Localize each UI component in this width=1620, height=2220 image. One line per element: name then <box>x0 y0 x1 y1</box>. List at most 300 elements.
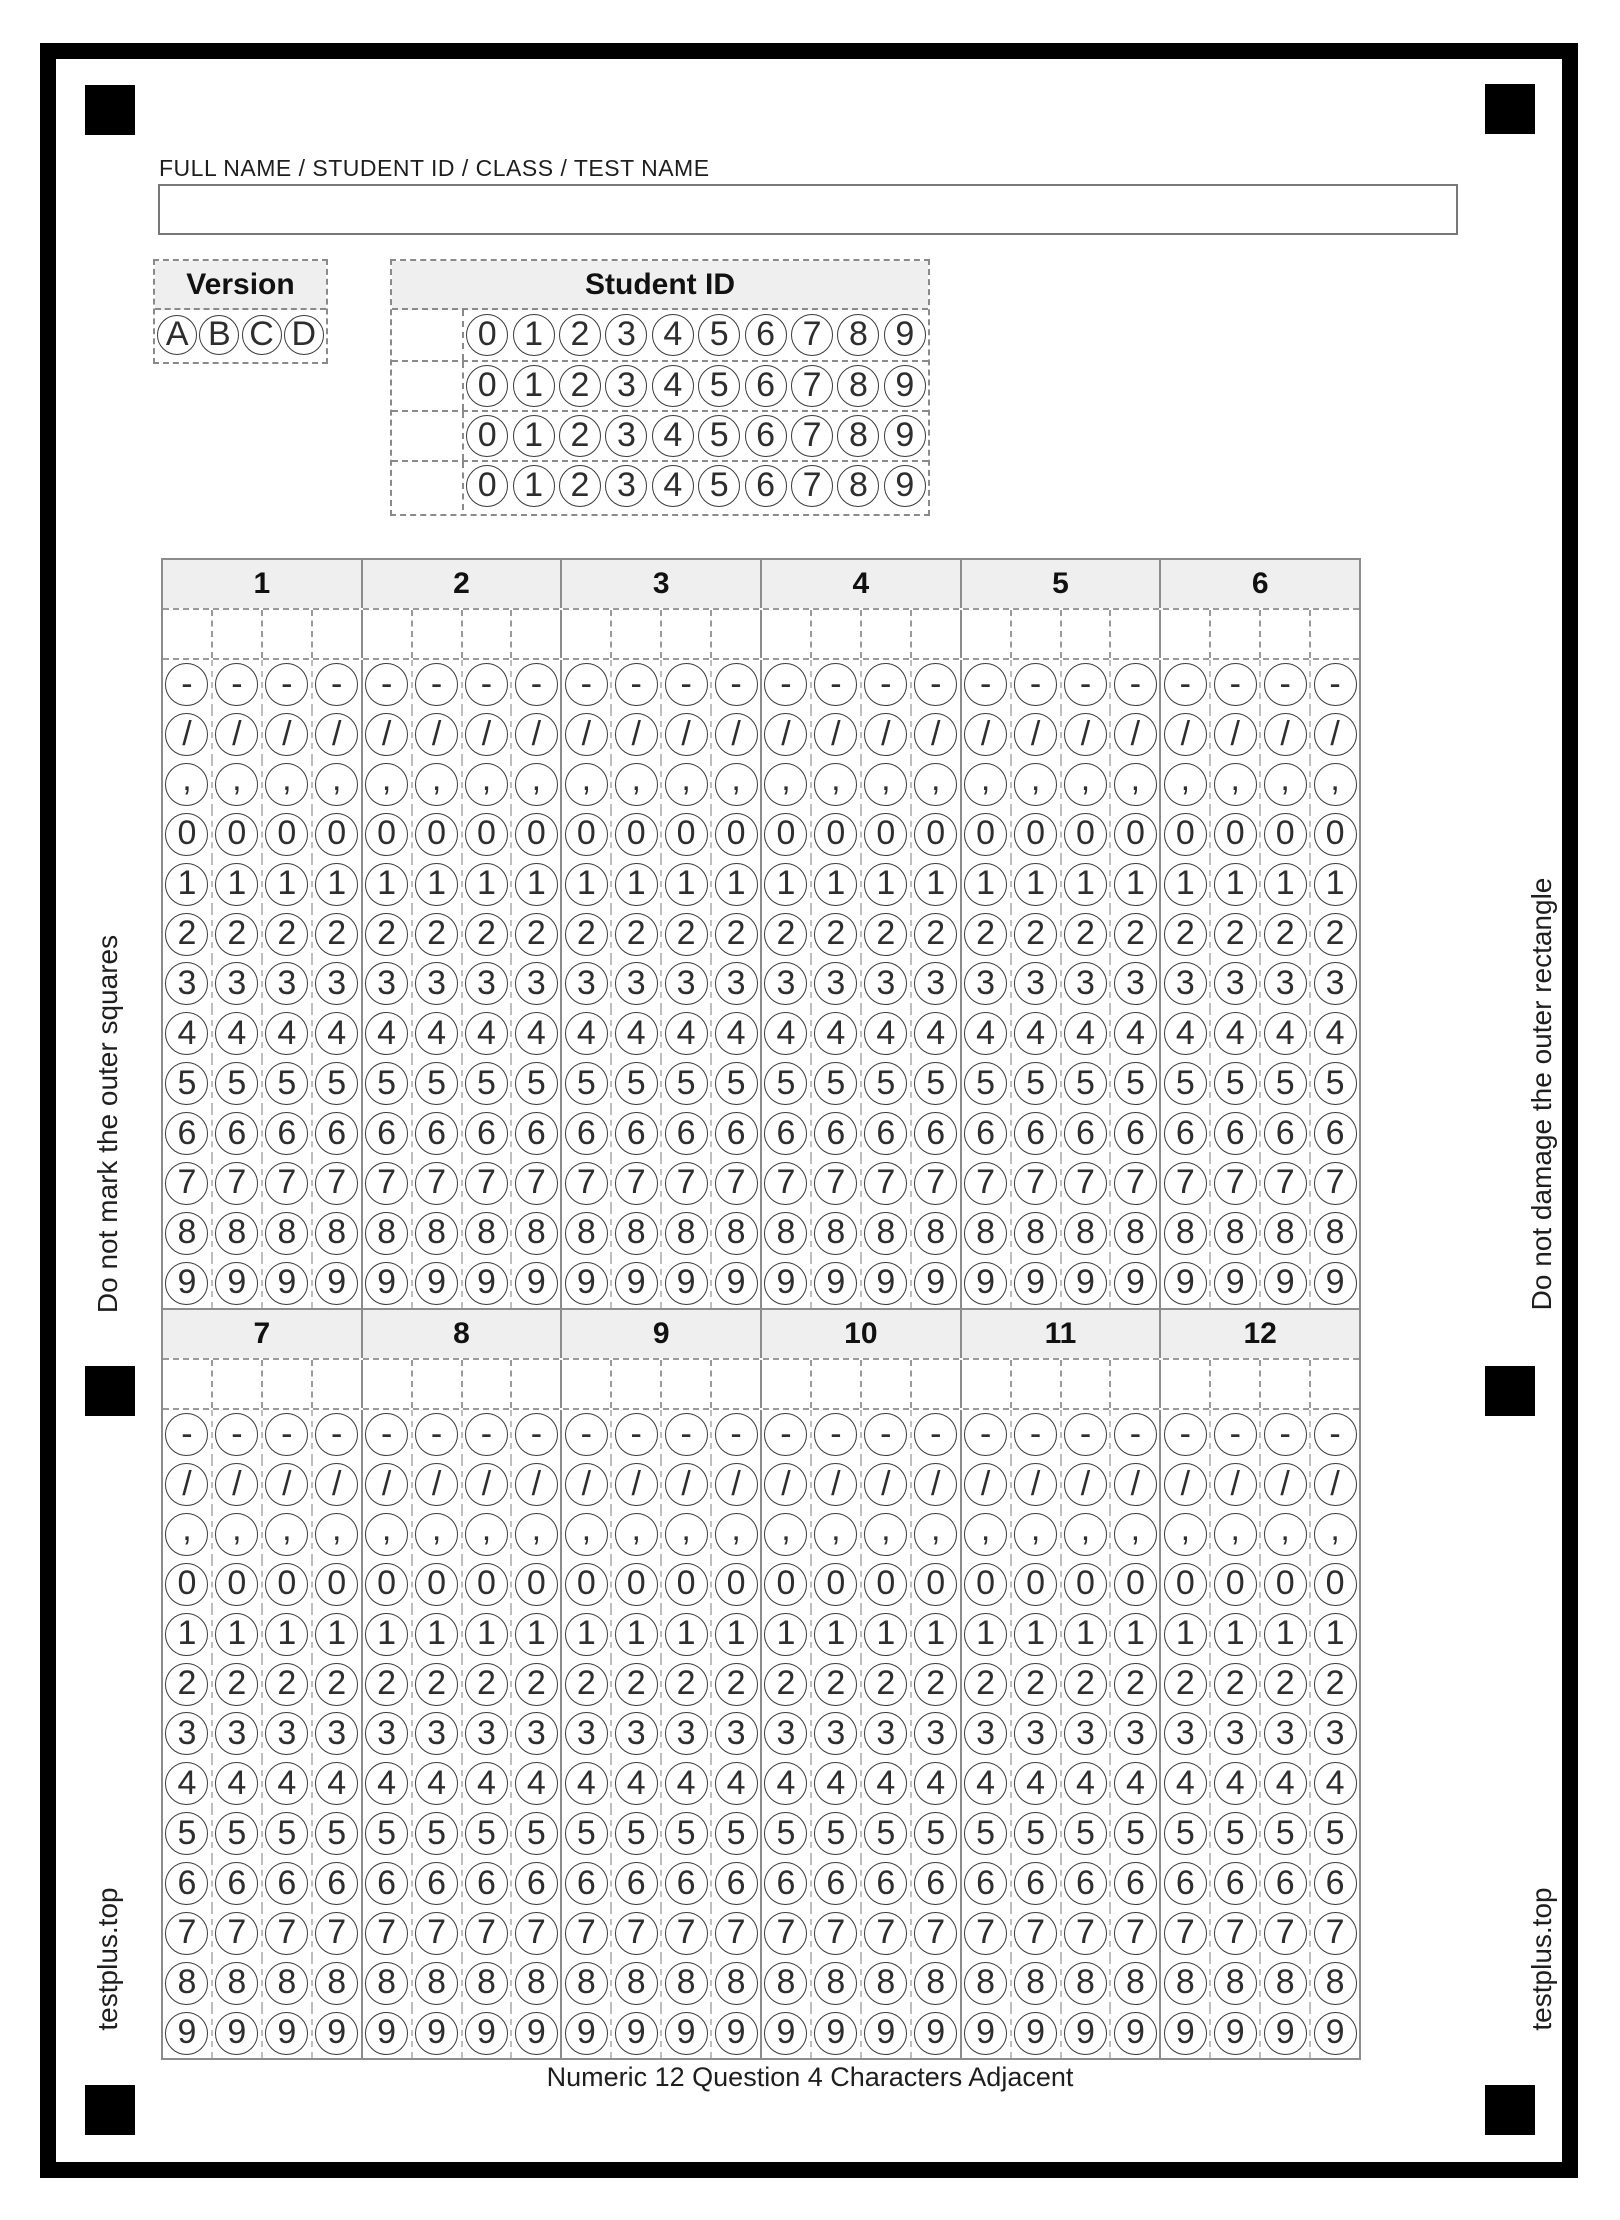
q2-c2-bubble-1[interactable] <box>415 863 458 906</box>
q5-c3-bubble-9[interactable] <box>1064 1262 1107 1305</box>
q4-c1-bubble-/[interactable] <box>764 713 807 756</box>
version-bubble-D[interactable] <box>284 315 324 355</box>
student-id-write-cell-4[interactable] <box>392 462 464 510</box>
q10-c4-bubble-,[interactable] <box>914 1509 957 1556</box>
q2-c4-bubble-3[interactable] <box>515 962 558 1005</box>
q12-c2-bubble-1[interactable] <box>1214 1613 1257 1656</box>
q11-c2-bubble-9[interactable] <box>1014 2012 1057 2055</box>
question-9-write-cell-3[interactable] <box>660 1360 710 1408</box>
q2-c1-bubble-4[interactable] <box>365 1012 408 1055</box>
student-id-write-cell-2[interactable] <box>392 362 464 410</box>
q11-c1-bubble-5[interactable] <box>964 1812 1007 1855</box>
q11-c3-bubble-3[interactable] <box>1064 1712 1107 1755</box>
q3-c4-bubble-6[interactable] <box>715 1112 758 1155</box>
q9-c3-bubble--[interactable] <box>665 1413 708 1456</box>
q5-c4-bubble-0[interactable] <box>1114 813 1157 856</box>
q5-c3-bubble-5[interactable] <box>1064 1062 1107 1105</box>
q4-c4-bubble-3[interactable] <box>914 962 957 1005</box>
q11-c2-bubble-1[interactable] <box>1014 1613 1057 1656</box>
question-12-write-cell-2[interactable] <box>1209 1360 1259 1408</box>
q3-c4-bubble-/[interactable] <box>715 713 758 756</box>
q3-c3-bubble-2[interactable] <box>665 913 708 956</box>
q2-c3-bubble-3[interactable] <box>465 962 508 1005</box>
q6-c3-bubble-3[interactable] <box>1264 962 1307 1005</box>
q5-c3-bubble-6[interactable] <box>1064 1112 1107 1155</box>
q4-c4-bubble-5[interactable] <box>914 1062 957 1105</box>
q6-c4-bubble-0[interactable] <box>1314 813 1357 856</box>
q2-c3-bubble-9[interactable] <box>465 1262 508 1305</box>
q9-c4-bubble-5[interactable] <box>715 1812 758 1855</box>
q4-c4-bubble-2[interactable] <box>914 913 957 956</box>
name-input-box[interactable] <box>158 184 1458 235</box>
question-12-write-cell-3[interactable] <box>1259 1360 1309 1408</box>
q9-c1-bubble-7[interactable] <box>565 1912 608 1955</box>
student-id-bubble-r2-6[interactable] <box>745 365 787 407</box>
q8-c2-bubble-/[interactable] <box>415 1463 458 1506</box>
q8-c1-bubble-2[interactable] <box>365 1663 408 1706</box>
q2-c4-bubble-0[interactable] <box>515 813 558 856</box>
q1-c1-bubble-,[interactable] <box>165 759 208 806</box>
q2-c3-bubble-4[interactable] <box>465 1012 508 1055</box>
q5-c3-bubble-3[interactable] <box>1064 962 1107 1005</box>
q7-c1-bubble--[interactable] <box>165 1413 208 1456</box>
q11-c2-bubble--[interactable] <box>1014 1413 1057 1456</box>
student-id-bubble-r4-7[interactable] <box>791 465 833 507</box>
q9-c2-bubble--[interactable] <box>615 1413 658 1456</box>
q4-c3-bubble--[interactable] <box>864 663 907 706</box>
q3-c1-bubble-5[interactable] <box>565 1062 608 1105</box>
q9-c4-bubble-7[interactable] <box>715 1912 758 1955</box>
q6-c3-bubble-5[interactable] <box>1264 1062 1307 1105</box>
question-9-write-cell-4[interactable] <box>710 1360 760 1408</box>
q10-c1-bubble-7[interactable] <box>764 1912 807 1955</box>
student-id-bubble-r2-0[interactable] <box>466 365 508 407</box>
q12-c1-bubble-9[interactable] <box>1164 2012 1207 2055</box>
q12-c2-bubble-,[interactable] <box>1214 1509 1257 1556</box>
q5-c1-bubble-4[interactable] <box>964 1012 1007 1055</box>
q9-c1-bubble-6[interactable] <box>565 1862 608 1905</box>
q11-c1-bubble-2[interactable] <box>964 1663 1007 1706</box>
student-id-bubble-r3-3[interactable] <box>605 415 647 457</box>
q11-c3-bubble-,[interactable] <box>1064 1509 1107 1556</box>
q12-c4-bubble-3[interactable] <box>1314 1712 1357 1755</box>
q5-c1-bubble-,[interactable] <box>964 759 1007 806</box>
q1-c3-bubble-8[interactable] <box>265 1212 308 1255</box>
q2-c2-bubble-0[interactable] <box>415 813 458 856</box>
q1-c4-bubble-8[interactable] <box>315 1212 358 1255</box>
q8-c3-bubble-0[interactable] <box>465 1563 508 1606</box>
q1-c1-bubble-6[interactable] <box>165 1112 208 1155</box>
q7-c3-bubble-6[interactable] <box>265 1862 308 1905</box>
q12-c4-bubble-/[interactable] <box>1314 1463 1357 1506</box>
q12-c3-bubble--[interactable] <box>1264 1413 1307 1456</box>
q10-c2-bubble-,[interactable] <box>814 1509 857 1556</box>
q7-c4-bubble-6[interactable] <box>315 1862 358 1905</box>
q12-c1-bubble-,[interactable] <box>1164 1509 1207 1556</box>
q5-c2-bubble-8[interactable] <box>1014 1212 1057 1255</box>
q7-c1-bubble-6[interactable] <box>165 1862 208 1905</box>
q3-c3-bubble-/[interactable] <box>665 713 708 756</box>
q5-c4-bubble-9[interactable] <box>1114 1262 1157 1305</box>
q11-c1-bubble-4[interactable] <box>964 1762 1007 1805</box>
question-6-write-cell-2[interactable] <box>1209 610 1259 658</box>
q12-c4-bubble-7[interactable] <box>1314 1912 1357 1955</box>
q4-c4-bubble-0[interactable] <box>914 813 957 856</box>
q3-c4-bubble-8[interactable] <box>715 1212 758 1255</box>
question-7-write-cell-3[interactable] <box>261 1360 311 1408</box>
q6-c1-bubble-1[interactable] <box>1164 863 1207 906</box>
q10-c2-bubble-8[interactable] <box>814 1962 857 2005</box>
question-3-write-cell-3[interactable] <box>660 610 710 658</box>
q1-c3-bubble-4[interactable] <box>265 1012 308 1055</box>
q8-c2-bubble-2[interactable] <box>415 1663 458 1706</box>
q12-c3-bubble-2[interactable] <box>1264 1663 1307 1706</box>
q9-c3-bubble-4[interactable] <box>665 1762 708 1805</box>
q12-c2-bubble-5[interactable] <box>1214 1812 1257 1855</box>
q5-c1-bubble-7[interactable] <box>964 1162 1007 1205</box>
q2-c2-bubble-5[interactable] <box>415 1062 458 1105</box>
q1-c4-bubble-7[interactable] <box>315 1162 358 1205</box>
q6-c1-bubble-5[interactable] <box>1164 1062 1207 1105</box>
q9-c2-bubble-3[interactable] <box>615 1712 658 1755</box>
q8-c2-bubble-1[interactable] <box>415 1613 458 1656</box>
q10-c2-bubble-6[interactable] <box>814 1862 857 1905</box>
q11-c1-bubble-,[interactable] <box>964 1509 1007 1556</box>
q8-c1-bubble--[interactable] <box>365 1413 408 1456</box>
q7-c3-bubble-5[interactable] <box>265 1812 308 1855</box>
q6-c4-bubble-4[interactable] <box>1314 1012 1357 1055</box>
q8-c4-bubble-1[interactable] <box>515 1613 558 1656</box>
question-10-write-cell-1[interactable] <box>762 1360 810 1408</box>
q6-c3-bubble-7[interactable] <box>1264 1162 1307 1205</box>
q1-c2-bubble-3[interactable] <box>215 962 258 1005</box>
q3-c1-bubble-,[interactable] <box>565 759 608 806</box>
q1-c4-bubble-9[interactable] <box>315 1262 358 1305</box>
q2-c2-bubble-4[interactable] <box>415 1012 458 1055</box>
q3-c3-bubble-,[interactable] <box>665 759 708 806</box>
q12-c3-bubble-5[interactable] <box>1264 1812 1307 1855</box>
q7-c3-bubble-3[interactable] <box>265 1712 308 1755</box>
q8-c1-bubble-8[interactable] <box>365 1962 408 2005</box>
q7-c1-bubble-7[interactable] <box>165 1912 208 1955</box>
q12-c2-bubble-0[interactable] <box>1214 1563 1257 1606</box>
q6-c3-bubble-/[interactable] <box>1264 713 1307 756</box>
q7-c1-bubble-8[interactable] <box>165 1962 208 2005</box>
student-id-bubble-r3-9[interactable] <box>884 415 926 457</box>
student-id-bubble-r1-2[interactable] <box>559 314 601 356</box>
question-11-write-cell-2[interactable] <box>1010 1360 1060 1408</box>
q8-c1-bubble-4[interactable] <box>365 1762 408 1805</box>
q8-c1-bubble-6[interactable] <box>365 1862 408 1905</box>
q9-c1-bubble-1[interactable] <box>565 1613 608 1656</box>
q3-c2-bubble-6[interactable] <box>615 1112 658 1155</box>
q12-c4-bubble-8[interactable] <box>1314 1962 1357 2005</box>
q6-c2-bubble-/[interactable] <box>1214 713 1257 756</box>
q1-c1-bubble--[interactable] <box>165 663 208 706</box>
q2-c1-bubble-7[interactable] <box>365 1162 408 1205</box>
q8-c2-bubble-8[interactable] <box>415 1962 458 2005</box>
q10-c4-bubble-9[interactable] <box>914 2012 957 2055</box>
q3-c4-bubble-5[interactable] <box>715 1062 758 1105</box>
student-id-bubble-r1-7[interactable] <box>791 314 833 356</box>
q1-c3-bubble-7[interactable] <box>265 1162 308 1205</box>
q6-c4-bubble-6[interactable] <box>1314 1112 1357 1155</box>
student-id-bubble-r1-1[interactable] <box>513 314 555 356</box>
q4-c3-bubble-1[interactable] <box>864 863 907 906</box>
q11-c3-bubble-7[interactable] <box>1064 1912 1107 1955</box>
q1-c3-bubble-0[interactable] <box>265 813 308 856</box>
q9-c4-bubble-,[interactable] <box>715 1509 758 1556</box>
q8-c2-bubble-7[interactable] <box>415 1912 458 1955</box>
question-2-write-cell-1[interactable] <box>363 610 411 658</box>
student-id-bubble-r3-6[interactable] <box>745 415 787 457</box>
q10-c3-bubble-9[interactable] <box>864 2012 907 2055</box>
q2-c4-bubble-2[interactable] <box>515 913 558 956</box>
q11-c1-bubble-0[interactable] <box>964 1563 1007 1606</box>
q10-c4-bubble--[interactable] <box>914 1413 957 1456</box>
q4-c4-bubble-4[interactable] <box>914 1012 957 1055</box>
q12-c2-bubble-9[interactable] <box>1214 2012 1257 2055</box>
student-id-bubble-r4-2[interactable] <box>559 465 601 507</box>
q7-c2-bubble--[interactable] <box>215 1413 258 1456</box>
q7-c3-bubble-7[interactable] <box>265 1912 308 1955</box>
q8-c1-bubble-3[interactable] <box>365 1712 408 1755</box>
q6-c3-bubble-9[interactable] <box>1264 1262 1307 1305</box>
q9-c2-bubble-4[interactable] <box>615 1762 658 1805</box>
q12-c1-bubble-1[interactable] <box>1164 1613 1207 1656</box>
q8-c2-bubble-9[interactable] <box>415 2012 458 2055</box>
q4-c3-bubble-6[interactable] <box>864 1112 907 1155</box>
q7-c2-bubble-2[interactable] <box>215 1663 258 1706</box>
student-id-bubble-r2-5[interactable] <box>698 365 740 407</box>
q9-c4-bubble-6[interactable] <box>715 1862 758 1905</box>
q2-c3-bubble-7[interactable] <box>465 1162 508 1205</box>
q4-c3-bubble-8[interactable] <box>864 1212 907 1255</box>
q12-c1-bubble-/[interactable] <box>1164 1463 1207 1506</box>
q4-c1-bubble-1[interactable] <box>764 863 807 906</box>
q4-c2-bubble--[interactable] <box>814 663 857 706</box>
q11-c2-bubble-0[interactable] <box>1014 1563 1057 1606</box>
q3-c2-bubble-3[interactable] <box>615 962 658 1005</box>
q10-c1-bubble-1[interactable] <box>764 1613 807 1656</box>
q3-c4-bubble-,[interactable] <box>715 759 758 806</box>
q3-c3-bubble-7[interactable] <box>665 1162 708 1205</box>
q7-c3-bubble-,[interactable] <box>265 1509 308 1556</box>
q1-c1-bubble-4[interactable] <box>165 1012 208 1055</box>
q8-c3-bubble-/[interactable] <box>465 1463 508 1506</box>
version-bubble-C[interactable] <box>242 315 282 355</box>
q4-c3-bubble-5[interactable] <box>864 1062 907 1105</box>
q11-c3-bubble-6[interactable] <box>1064 1862 1107 1905</box>
q4-c4-bubble-9[interactable] <box>914 1262 957 1305</box>
q2-c3-bubble-5[interactable] <box>465 1062 508 1105</box>
q5-c2-bubble-7[interactable] <box>1014 1162 1057 1205</box>
q8-c3-bubble-8[interactable] <box>465 1962 508 2005</box>
q8-c4-bubble-9[interactable] <box>515 2012 558 2055</box>
q10-c3-bubble-/[interactable] <box>864 1463 907 1506</box>
q7-c1-bubble-3[interactable] <box>165 1712 208 1755</box>
q3-c3-bubble--[interactable] <box>665 663 708 706</box>
q8-c4-bubble--[interactable] <box>515 1413 558 1456</box>
q11-c1-bubble-3[interactable] <box>964 1712 1007 1755</box>
student-id-bubble-r4-6[interactable] <box>745 465 787 507</box>
q3-c1-bubble-8[interactable] <box>565 1212 608 1255</box>
q1-c4-bubble-6[interactable] <box>315 1112 358 1155</box>
q5-c3-bubble-,[interactable] <box>1064 759 1107 806</box>
q10-c2-bubble-9[interactable] <box>814 2012 857 2055</box>
q2-c2-bubble-/[interactable] <box>415 713 458 756</box>
q6-c1-bubble-0[interactable] <box>1164 813 1207 856</box>
q3-c1-bubble-7[interactable] <box>565 1162 608 1205</box>
q10-c1-bubble-4[interactable] <box>764 1762 807 1805</box>
q8-c1-bubble-1[interactable] <box>365 1613 408 1656</box>
q2-c2-bubble-9[interactable] <box>415 1262 458 1305</box>
q1-c4-bubble-5[interactable] <box>315 1062 358 1105</box>
q6-c1-bubble-3[interactable] <box>1164 962 1207 1005</box>
q4-c1-bubble-7[interactable] <box>764 1162 807 1205</box>
q1-c2-bubble-6[interactable] <box>215 1112 258 1155</box>
q11-c4-bubble-2[interactable] <box>1114 1663 1157 1706</box>
question-4-write-cell-4[interactable] <box>910 610 960 658</box>
q8-c2-bubble--[interactable] <box>415 1413 458 1456</box>
q3-c4-bubble-4[interactable] <box>715 1012 758 1055</box>
q3-c3-bubble-4[interactable] <box>665 1012 708 1055</box>
q6-c4-bubble-3[interactable] <box>1314 962 1357 1005</box>
q6-c4-bubble--[interactable] <box>1314 663 1357 706</box>
q5-c2-bubble-2[interactable] <box>1014 913 1057 956</box>
q4-c4-bubble--[interactable] <box>914 663 957 706</box>
q11-c2-bubble-7[interactable] <box>1014 1912 1057 1955</box>
q7-c2-bubble-1[interactable] <box>215 1613 258 1656</box>
q12-c3-bubble-/[interactable] <box>1264 1463 1307 1506</box>
q2-c3-bubble-/[interactable] <box>465 713 508 756</box>
q2-c2-bubble--[interactable] <box>415 663 458 706</box>
q9-c1-bubble-5[interactable] <box>565 1812 608 1855</box>
q5-c3-bubble-2[interactable] <box>1064 913 1107 956</box>
q10-c4-bubble-0[interactable] <box>914 1563 957 1606</box>
q7-c2-bubble-8[interactable] <box>215 1962 258 2005</box>
q6-c2-bubble-9[interactable] <box>1214 1262 1257 1305</box>
q6-c3-bubble-4[interactable] <box>1264 1012 1307 1055</box>
version-bubble-A[interactable] <box>157 315 197 355</box>
q10-c2-bubble--[interactable] <box>814 1413 857 1456</box>
q2-c1-bubble-3[interactable] <box>365 962 408 1005</box>
q8-c4-bubble-5[interactable] <box>515 1812 558 1855</box>
q1-c1-bubble-3[interactable] <box>165 962 208 1005</box>
q10-c2-bubble-4[interactable] <box>814 1762 857 1805</box>
q5-c4-bubble-1[interactable] <box>1114 863 1157 906</box>
q10-c3-bubble-8[interactable] <box>864 1962 907 2005</box>
student-id-bubble-r1-5[interactable] <box>698 314 740 356</box>
q2-c3-bubble--[interactable] <box>465 663 508 706</box>
q11-c4-bubble-9[interactable] <box>1114 2012 1157 2055</box>
q4-c3-bubble-9[interactable] <box>864 1262 907 1305</box>
question-6-write-cell-4[interactable] <box>1309 610 1359 658</box>
q12-c1-bubble-6[interactable] <box>1164 1862 1207 1905</box>
q12-c1-bubble-5[interactable] <box>1164 1812 1207 1855</box>
q7-c4-bubble-,[interactable] <box>315 1509 358 1556</box>
q10-c4-bubble-2[interactable] <box>914 1663 957 1706</box>
question-7-write-cell-4[interactable] <box>311 1360 361 1408</box>
q2-c1-bubble-5[interactable] <box>365 1062 408 1105</box>
q6-c2-bubble-6[interactable] <box>1214 1112 1257 1155</box>
student-id-bubble-r4-1[interactable] <box>513 465 555 507</box>
q12-c2-bubble-4[interactable] <box>1214 1762 1257 1805</box>
q5-c2-bubble-4[interactable] <box>1014 1012 1057 1055</box>
q11-c4-bubble-3[interactable] <box>1114 1712 1157 1755</box>
q11-c2-bubble-/[interactable] <box>1014 1463 1057 1506</box>
q8-c2-bubble-0[interactable] <box>415 1563 458 1606</box>
q11-c2-bubble-5[interactable] <box>1014 1812 1057 1855</box>
q4-c3-bubble-2[interactable] <box>864 913 907 956</box>
q6-c1-bubble-8[interactable] <box>1164 1212 1207 1255</box>
q7-c1-bubble-0[interactable] <box>165 1563 208 1606</box>
q9-c1-bubble-4[interactable] <box>565 1762 608 1805</box>
q9-c1-bubble-8[interactable] <box>565 1962 608 2005</box>
q1-c3-bubble-6[interactable] <box>265 1112 308 1155</box>
q2-c3-bubble-8[interactable] <box>465 1212 508 1255</box>
q10-c4-bubble-4[interactable] <box>914 1762 957 1805</box>
q9-c2-bubble-2[interactable] <box>615 1663 658 1706</box>
q7-c2-bubble-4[interactable] <box>215 1762 258 1805</box>
q2-c4-bubble-6[interactable] <box>515 1112 558 1155</box>
question-2-write-cell-2[interactable] <box>411 610 461 658</box>
q9-c1-bubble--[interactable] <box>565 1413 608 1456</box>
q9-c2-bubble-/[interactable] <box>615 1463 658 1506</box>
q11-c4-bubble-6[interactable] <box>1114 1862 1157 1905</box>
q10-c1-bubble-5[interactable] <box>764 1812 807 1855</box>
question-5-write-cell-4[interactable] <box>1109 610 1159 658</box>
q11-c4-bubble-/[interactable] <box>1114 1463 1157 1506</box>
q8-c2-bubble-4[interactable] <box>415 1762 458 1805</box>
q7-c2-bubble-5[interactable] <box>215 1812 258 1855</box>
q5-c1-bubble-6[interactable] <box>964 1112 1007 1155</box>
student-id-bubble-r4-3[interactable] <box>605 465 647 507</box>
q9-c3-bubble-1[interactable] <box>665 1613 708 1656</box>
q6-c3-bubble--[interactable] <box>1264 663 1307 706</box>
q9-c4-bubble-8[interactable] <box>715 1962 758 2005</box>
q2-c1-bubble-8[interactable] <box>365 1212 408 1255</box>
q5-c3-bubble-/[interactable] <box>1064 713 1107 756</box>
q3-c4-bubble-1[interactable] <box>715 863 758 906</box>
q7-c4-bubble-4[interactable] <box>315 1762 358 1805</box>
q4-c4-bubble-,[interactable] <box>914 759 957 806</box>
q1-c2-bubble-,[interactable] <box>215 759 258 806</box>
q6-c3-bubble-0[interactable] <box>1264 813 1307 856</box>
q1-c3-bubble-2[interactable] <box>265 913 308 956</box>
q6-c4-bubble-9[interactable] <box>1314 1262 1357 1305</box>
q5-c3-bubble-7[interactable] <box>1064 1162 1107 1205</box>
q2-c1-bubble-0[interactable] <box>365 813 408 856</box>
q4-c4-bubble-8[interactable] <box>914 1212 957 1255</box>
q5-c4-bubble-/[interactable] <box>1114 713 1157 756</box>
q6-c4-bubble-1[interactable] <box>1314 863 1357 906</box>
q2-c4-bubble-7[interactable] <box>515 1162 558 1205</box>
q5-c4-bubble-2[interactable] <box>1114 913 1157 956</box>
q3-c2-bubble-0[interactable] <box>615 813 658 856</box>
q1-c4-bubble-/[interactable] <box>315 713 358 756</box>
q10-c1-bubble-3[interactable] <box>764 1712 807 1755</box>
q10-c4-bubble-3[interactable] <box>914 1712 957 1755</box>
q10-c1-bubble-6[interactable] <box>764 1862 807 1905</box>
q3-c2-bubble-4[interactable] <box>615 1012 658 1055</box>
q7-c2-bubble-9[interactable] <box>215 2012 258 2055</box>
q2-c1-bubble-2[interactable] <box>365 913 408 956</box>
q12-c3-bubble-1[interactable] <box>1264 1613 1307 1656</box>
question-4-write-cell-1[interactable] <box>762 610 810 658</box>
q4-c2-bubble-0[interactable] <box>814 813 857 856</box>
q9-c3-bubble-5[interactable] <box>665 1812 708 1855</box>
